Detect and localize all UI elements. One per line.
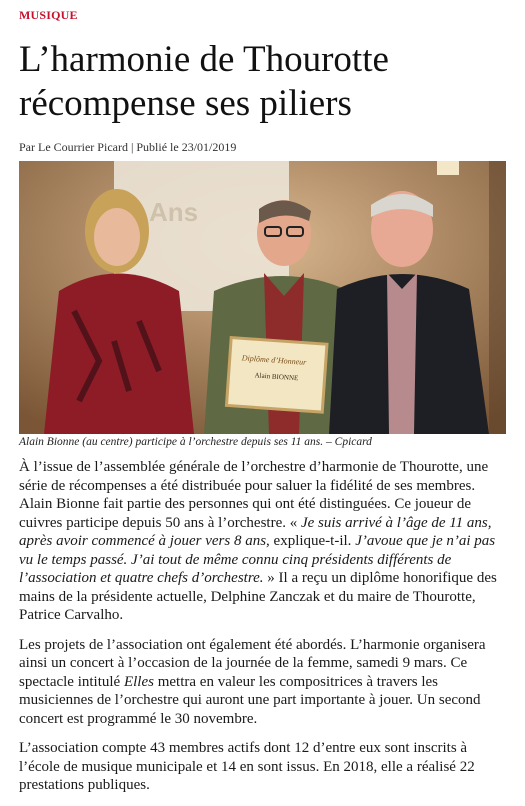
diploma-title: Diplôme d’Honneur	[241, 353, 307, 367]
p1-text-1: À l’issue de l’assemblée générale de l’orchestre d’harmonie de Thourotte, une série de récompenses a été distribuée pour saluer la fidélité de ses membres. Alain Bionne fait partie des personnes qui ont été distinguées. Ce joueur de cuivres participe depuis 50 ans à l’orchestre. «	[19, 459, 489, 531]
wall-text: Ans	[149, 197, 199, 227]
p1-text-2: , explique-t-il.	[266, 533, 356, 549]
photo-caption: Alain Bionne (au centre) participe à l’orchestre depuis ses 11 ans. – Cpicard	[19, 436, 372, 448]
byline: Par Le Courrier Picard | Publié le 23/01/2019	[19, 140, 237, 154]
p1-quote-1: Je suis arrivé à l’âge de 11 ans, après avoir commencé à jouer vers 8 ans	[19, 514, 492, 549]
rubric-label[interactable]: MUSIQUE	[19, 8, 78, 22]
photo-illustration	[19, 161, 506, 434]
paragraph-1	[19, 458, 506, 625]
diploma-name: Alain BIONNE	[254, 371, 299, 383]
p1-quote-2: J’avoue que je n’ai pas vu le temps passé. J’ai tout de même connu cinq présidents différents de l’association et quatre chefs d’orchestre.	[19, 533, 496, 586]
p2-text-2: mettra en valeur les compositrices à travers les musiciennes de l’orchestre qui auront une part importante à jouer. Un second concert est programmé le 30 novembre.	[19, 673, 481, 727]
paragraph-3: L’association compte 43 membres actifs dont 12 d’entre eux sont inscrits à l’école de musique municipale et 14 en sont issus. En 2018, elle a réalisé 22 prestations publiques.	[19, 740, 475, 793]
article-body	[19, 458, 506, 806]
article-title: L’harmonie de Thourotte récompense ses piliers	[19, 39, 389, 124]
article-photo[interactable]	[19, 161, 506, 434]
paragraph-2	[19, 636, 506, 729]
p1-text-3: » Il a reçu un diplôme honorifique des mains de la présidente actuelle, Delphine Zanczak et du maire de Thourotte, Patrice Carvalho.	[19, 570, 497, 623]
p2-text-1: Les projets de l’association ont également été abordés. L’harmonie organisera ainsi un concert à l’occasion de la journée de la femme, samedi 9 mars. Ce spectacle intitulé	[19, 636, 486, 690]
p2-emphasis: Elles	[123, 673, 154, 690]
